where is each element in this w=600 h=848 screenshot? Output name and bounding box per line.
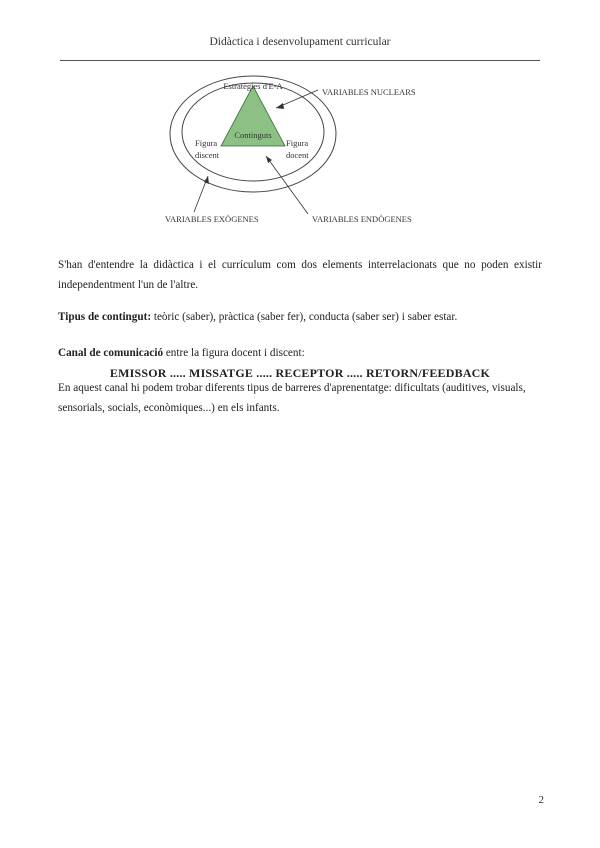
figure-docent-label-1: Figura — [286, 138, 309, 148]
figure-discent-label-1: Figura — [195, 138, 218, 148]
header-divider — [60, 60, 540, 61]
content-types-label: Tipus de contingut: — [58, 311, 152, 323]
content-types-text: teòric (saber), pràctica (saber fer), conducta (saber ser) i saber estar. — [151, 311, 458, 323]
page-header: Didàctica i desenvolupament curricular — [209, 36, 391, 48]
arrow-endogenes-head — [266, 156, 272, 163]
variables-nuclears-label: VARIABLES NUCLEARS — [322, 87, 416, 97]
strategies-label: Estratègies d'E-A — [223, 81, 283, 91]
barriers-paragraph: En aquest canal hi podem trobar diferents tipus de barreres d'aprenentatge: dificultats (auditives, visuals, sensorials, socials, econòmiques...) en els infants. — [58, 382, 526, 414]
page-number: 2 — [538, 794, 544, 806]
intro-paragraph: S'han d'entendre la didàctica i el currículum com dos elements interrelacionats que no poden existir independentment l'un de l'altre. — [58, 259, 542, 291]
communication-flow: EMISSOR ..... MISSATGE ..... RECEPTOR ..... RETORN/FEEDBACK — [109, 366, 491, 380]
variables-exogenes-label: VARIABLES EXÒGENES — [165, 214, 259, 224]
arrow-exogenes-head — [204, 176, 209, 184]
contents-label: Continguts — [234, 130, 272, 140]
didactic-triangle-diagram — [150, 66, 450, 236]
arrow-nuclears-head — [276, 103, 284, 109]
arrow-endogenes — [266, 156, 308, 214]
figure-discent-label-2: discent — [195, 150, 220, 160]
communication-channel-label: Canal de comunicació — [58, 347, 164, 359]
figure-docent-label-2: docent — [286, 150, 309, 160]
variables-endogenes-label: VARIABLES ENDÒGENES — [312, 214, 412, 224]
content-types-paragraph — [58, 307, 542, 327]
communication-channel-text: entre la figura docent i discent: — [163, 347, 305, 359]
communication-channel-paragraph — [58, 343, 542, 383]
